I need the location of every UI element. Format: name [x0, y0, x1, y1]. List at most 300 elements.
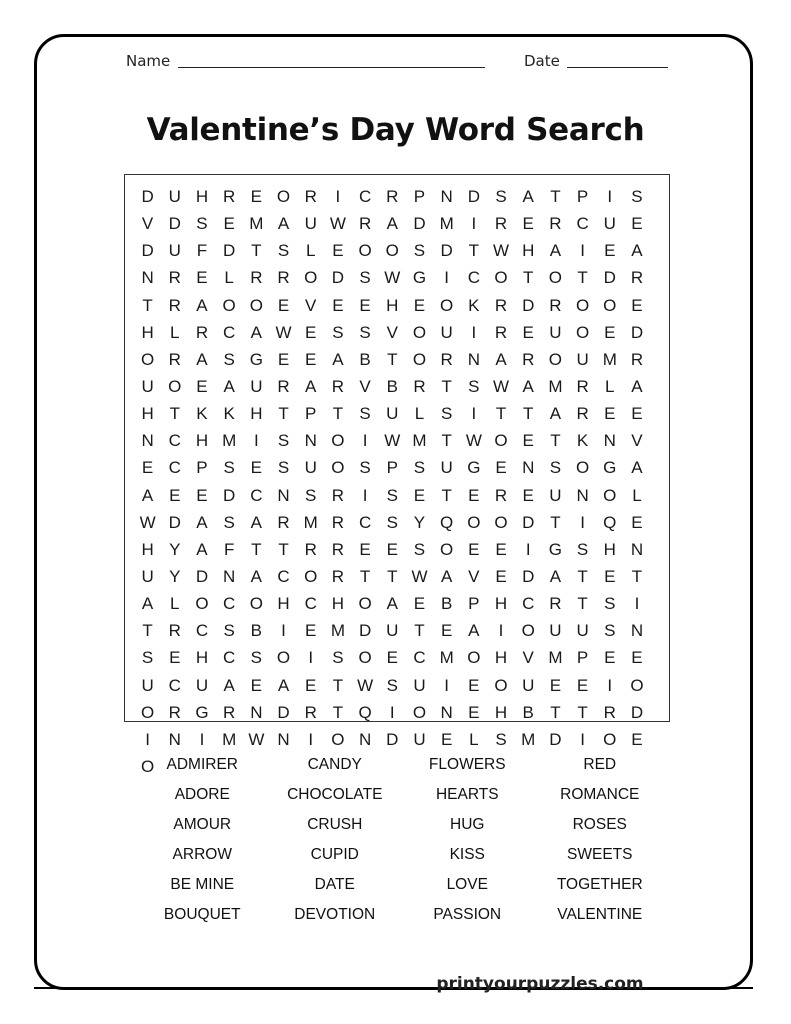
grid-letter: R [331, 485, 345, 505]
letter-grid [134, 183, 651, 780]
grid-letter: D [331, 268, 345, 288]
grid-letter: O [603, 295, 617, 315]
grid-letter: T [523, 404, 534, 424]
grid-letter: S [223, 621, 235, 641]
date-line [567, 67, 668, 68]
grid-letter: E [468, 702, 480, 722]
grid-letter: T [332, 404, 344, 424]
word-list-item: DEVOTION [294, 906, 376, 923]
grid-letter: U [549, 485, 562, 505]
grid-letter: A [223, 376, 235, 396]
grid-letter: G [195, 702, 209, 722]
grid-letter: O [548, 349, 563, 369]
grid-letter: I [308, 729, 314, 749]
grid-letter: N [277, 485, 290, 505]
grid-letter: R [549, 594, 562, 614]
grid-letter: U [304, 214, 317, 234]
grid-letter: I [335, 187, 341, 206]
grid-letter: N [304, 431, 317, 451]
grid-letter: U [141, 566, 154, 586]
grid-letter: O [440, 539, 454, 559]
grid-letter: A [196, 512, 208, 532]
grid-letter: T [577, 566, 588, 586]
grid-letter: E [305, 675, 317, 695]
grid-letter: A [305, 376, 317, 396]
grid-letter: U [386, 404, 399, 424]
grid-letter: D [386, 729, 399, 749]
grid-letter: O [358, 648, 372, 668]
grid-letter: T [414, 621, 425, 641]
grid-letter: A [196, 349, 208, 369]
grid-letter: E [468, 675, 480, 695]
grid-letter: L [469, 729, 479, 749]
grid-letter: A [386, 594, 398, 614]
grid-letter: U [168, 187, 181, 206]
word-list [136, 756, 666, 936]
grid-letter: N [141, 431, 154, 451]
grid-letter: A [549, 404, 562, 424]
grid-letter: H [195, 187, 209, 206]
grid-letter: T [332, 675, 344, 695]
grid-letter: Y [413, 512, 426, 532]
grid-letter: R [331, 539, 345, 559]
grid-letter: R [304, 539, 317, 559]
grid-letter: C [168, 675, 181, 695]
grid-letter: R [277, 512, 290, 532]
grid-letter: L [305, 241, 316, 261]
grid-letter: T [550, 702, 561, 722]
grid-letter: H [141, 322, 154, 342]
grid-letter: M [548, 376, 563, 396]
grid-letter: R [576, 376, 589, 396]
footer-divider-left [34, 987, 425, 989]
grid-letter: D [630, 322, 644, 342]
grid-letter: U [576, 349, 589, 369]
grid-letter: R [386, 187, 399, 206]
grid-letter: E [386, 539, 398, 559]
grid-letter: T [577, 268, 588, 288]
grid-letter: P [413, 187, 426, 206]
grid-letter: A [277, 214, 290, 234]
grid-letter: S [495, 187, 507, 206]
grid-letter: D [522, 566, 535, 586]
grid-letter: V [141, 214, 154, 234]
grid-letter: D [223, 241, 236, 261]
grid-letter: N [168, 729, 181, 749]
grid-letter: O [521, 621, 535, 641]
grid-letter: U [440, 458, 453, 478]
grid-letter: E [196, 485, 208, 505]
grid-letter: S [250, 648, 263, 668]
grid-letter: E [495, 539, 507, 559]
word-list-item: AMOUR [173, 816, 232, 833]
grid-letter: W [384, 431, 401, 451]
grid-letter: E [631, 404, 643, 424]
word-list-item: KISS [449, 846, 485, 863]
grid-letter: I [362, 485, 368, 505]
grid-letter: A [196, 539, 208, 559]
grid-letter: D [168, 512, 181, 532]
grid-letter: E [141, 458, 154, 478]
word-list-item: CANDY [307, 756, 362, 773]
page-title: Valentine’s Day Word Search [146, 112, 645, 148]
grid-letter: D [277, 702, 290, 722]
word-list-item: VALENTINE [557, 906, 643, 923]
grid-letter: G [548, 539, 563, 559]
grid-letter: E [631, 214, 643, 234]
grid-letter: E [604, 322, 616, 342]
grid-letter: I [607, 187, 613, 206]
word-list-item: TOGETHER [556, 876, 643, 893]
grid-letter: R [223, 187, 236, 206]
grid-letter: U [522, 675, 535, 695]
grid-letter: E [604, 404, 616, 424]
grid-letter: A [522, 376, 534, 396]
grid-letter: M [330, 621, 345, 641]
grid-letter: C [223, 594, 236, 614]
grid-letter: I [634, 594, 640, 614]
grid-letter: M [412, 431, 427, 451]
grid-letter: T [441, 376, 452, 396]
grid-letter: B [250, 621, 263, 641]
grid-letter: O [412, 702, 427, 722]
grid-letter: M [602, 349, 617, 369]
grid-letter: T [142, 295, 153, 315]
grid-letter: T [387, 349, 398, 369]
grid-letter: Y [169, 566, 181, 586]
grid-letter: I [145, 729, 150, 749]
grid-letter: O [358, 241, 372, 261]
grid-letter: T [278, 404, 289, 424]
grid-letter: A [223, 675, 235, 695]
grid-letter: E [522, 431, 534, 451]
grid-letter: S [413, 241, 426, 261]
grid-letter: E [604, 241, 616, 261]
grid-letter: E [386, 648, 398, 668]
grid-letter: D [549, 729, 562, 749]
grid-letter: V [631, 431, 643, 451]
grid-letter: K [223, 404, 235, 424]
grid-letter: I [525, 539, 531, 559]
grid-letter: P [576, 187, 589, 206]
grid-letter: L [414, 404, 425, 424]
grid-letter: I [253, 431, 259, 451]
grid-letter: O [331, 431, 345, 451]
grid-letter: A [549, 241, 562, 261]
grid-letter: O [575, 295, 590, 315]
grid-letter: R [549, 295, 562, 315]
grid-letter: I [471, 404, 477, 424]
grid-letter: N [358, 729, 372, 749]
grid-letter: O [358, 594, 372, 614]
grid-letter: R [358, 214, 372, 234]
grid-letter: T [251, 241, 262, 261]
grid-letter: O [575, 322, 590, 342]
name-label: Name [126, 52, 171, 70]
name-line [178, 67, 485, 68]
grid-letter: E [576, 675, 589, 695]
grid-letter: U [440, 322, 453, 342]
grid-letter: E [631, 729, 643, 749]
grid-letter: E [196, 376, 208, 396]
grid-letter: O [494, 268, 508, 288]
grid-letter: S [332, 322, 344, 342]
grid-letter: N [141, 268, 154, 288]
grid-letter: R [331, 512, 345, 532]
grid-letter: G [249, 349, 263, 369]
grid-letter: H [250, 404, 263, 424]
grid-letter: O [304, 566, 318, 586]
grid-letter: G [603, 458, 617, 478]
grid-letter: C [358, 512, 372, 532]
grid-letter: W [384, 268, 401, 288]
grid-letter: T [550, 187, 561, 206]
grid-letter: S [277, 431, 290, 451]
grid-letter: R [494, 295, 508, 315]
grid-letter: O [494, 431, 508, 451]
grid-letter: A [196, 295, 208, 315]
grid-letter: H [331, 594, 345, 614]
grid-letter: U [250, 376, 263, 396]
grid-letter: L [605, 376, 615, 396]
grid-letter: H [603, 539, 616, 559]
grid-letter: E [604, 566, 616, 586]
grid-letter: R [277, 376, 290, 396]
grid-letter: D [630, 702, 644, 722]
grid-letter: O [630, 675, 644, 695]
grid-letter: E [495, 458, 507, 478]
grid-letter: E [196, 268, 208, 288]
grid-letter: I [444, 268, 450, 288]
grid-letter: I [607, 675, 613, 695]
grid-letter: A [549, 566, 562, 586]
grid-letter: I [498, 621, 504, 641]
grid-letter: E [631, 295, 643, 315]
grid-letter: D [195, 566, 209, 586]
grid-letter: E [305, 621, 317, 641]
word-list-item: ARROW [172, 846, 232, 863]
grid-letter: O [249, 295, 263, 315]
grid-letter: R [331, 376, 345, 396]
grid-letter: S [549, 458, 562, 478]
grid-letter: D [358, 621, 372, 641]
word-list-item: DATE [314, 876, 355, 893]
grid-letter: T [550, 512, 561, 532]
word-list-item: HUG [450, 816, 485, 833]
date-label: Date [524, 52, 560, 70]
grid-letter: R [304, 187, 317, 206]
grid-letter: O [140, 349, 155, 369]
grid-letter: V [386, 322, 398, 342]
grid-letter: E [413, 485, 426, 505]
grid-letter: U [413, 729, 426, 749]
grid-letter: M [521, 729, 536, 749]
grid-letter: E [305, 349, 317, 369]
grid-letter: T [495, 404, 507, 424]
grid-letter: R [630, 349, 644, 369]
grid-letter: R [168, 268, 181, 288]
grid-letter: W [248, 729, 265, 749]
grid-letter: R [168, 349, 181, 369]
grid-letter: O [412, 322, 427, 342]
grid-letter: V [522, 648, 534, 668]
grid-letter: E [495, 566, 507, 586]
grid-letter: W [329, 214, 346, 234]
grid-letter: R [494, 485, 508, 505]
grid-letter: I [471, 214, 477, 234]
grid-letter: H [277, 594, 290, 614]
grid-letter: C [223, 322, 236, 342]
grid-letter: E [169, 648, 181, 668]
grid-letter: C [304, 594, 317, 614]
grid-letter: R [168, 295, 181, 315]
grid-letter: N [467, 349, 480, 369]
grid-letter: T [332, 702, 344, 722]
grid-letter: D [141, 241, 154, 261]
grid-letter: E [440, 621, 453, 641]
grid-letter: A [386, 214, 398, 234]
grid-letter: O [140, 756, 155, 776]
grid-letter: R [576, 404, 589, 424]
grid-letter: O [140, 702, 155, 722]
grid-letter: E [223, 214, 235, 234]
grid-letter: O [331, 729, 345, 749]
grid-letter: A [250, 566, 263, 586]
grid-letter: R [223, 702, 236, 722]
word-list-item: CUPID [310, 846, 359, 863]
grid-letter: C [576, 214, 589, 234]
grid-letter: O [276, 187, 291, 206]
grid-letter: I [444, 675, 450, 695]
grid-letter: S [332, 648, 344, 668]
grid-letter: I [362, 431, 368, 451]
grid-letter: U [413, 675, 426, 695]
grid-letter: W [357, 675, 374, 695]
grid-letter: G [467, 458, 481, 478]
grid-letter: D [467, 187, 480, 206]
grid-letter: T [550, 431, 561, 451]
grid-letter: D [168, 214, 181, 234]
grid-letter: W [465, 431, 482, 451]
grid-letter: L [170, 594, 180, 614]
grid-letter: C [195, 621, 209, 641]
grid-letter: E [522, 322, 534, 342]
word-list-item: HEARTS [435, 786, 499, 803]
grid-letter: R [304, 702, 317, 722]
word-list-item: CRUSH [307, 816, 363, 833]
word-list-item: SWEETS [567, 846, 633, 863]
grid-letter: O [331, 458, 345, 478]
grid-letter: E [250, 675, 263, 695]
grid-letter: E [250, 458, 263, 478]
grid-letter: H [141, 539, 154, 559]
grid-letter: R [413, 376, 426, 396]
grid-letter: S [440, 404, 453, 424]
grid-letter: S [305, 485, 317, 505]
grid-letter: C [223, 648, 236, 668]
grid-letter: E [631, 512, 643, 532]
grid-letter: I [471, 322, 477, 342]
grid-letter: W [275, 322, 292, 342]
grid-letter: E [250, 187, 263, 206]
grid-letter: R [250, 268, 263, 288]
grid-letter: O [249, 594, 263, 614]
grid-letter: M [222, 431, 237, 451]
grid-letter: C [168, 431, 181, 451]
grid-letter: U [141, 376, 154, 396]
grid-letter: L [632, 485, 642, 505]
grid-letter: H [141, 404, 154, 424]
grid-letter: U [576, 621, 589, 641]
grid-letter: S [359, 404, 371, 424]
word-list-item: RED [583, 756, 617, 773]
grid-letter: S [468, 376, 480, 396]
grid-letter: E [413, 295, 426, 315]
grid-letter: T [278, 539, 289, 559]
grid-letter: E [522, 214, 534, 234]
grid-letter: S [386, 485, 398, 505]
grid-letter: H [386, 295, 399, 315]
grid-letter: D [141, 187, 154, 206]
grid-letter: S [141, 648, 154, 668]
grid-letter: D [522, 512, 535, 532]
grid-letter: W [493, 376, 510, 396]
grid-letter: K [196, 404, 208, 424]
grid-letter: I [281, 621, 286, 641]
grid-letter: T [251, 539, 262, 559]
grid-letter: B [522, 702, 534, 722]
grid-letter: O [603, 729, 617, 749]
grid-letter: T [359, 566, 371, 586]
grid-letter: O [195, 594, 209, 614]
grid-letter: S [223, 349, 235, 369]
grid-letter: R [440, 349, 453, 369]
grid-letter: K [576, 431, 589, 451]
grid-letter: D [413, 214, 426, 234]
grid-letter: E [169, 485, 181, 505]
grid-letter: P [196, 458, 208, 478]
grid-letter: S [495, 729, 507, 749]
grid-letter: O [168, 376, 182, 396]
grid-letter: H [195, 431, 209, 451]
grid-letter: M [249, 214, 264, 234]
grid-letter: S [359, 458, 371, 478]
grid-letter: R [277, 268, 290, 288]
footer-website: printyourpuzzles.com [436, 974, 644, 994]
grid-letter: D [603, 268, 616, 288]
grid-letter: O [385, 241, 399, 261]
grid-letter: N [440, 187, 453, 206]
grid-letter: O [304, 268, 318, 288]
grid-letter: T [577, 702, 588, 722]
grid-letter: C [277, 566, 290, 586]
grid-letter: Q [440, 512, 454, 532]
grid-letter: N [603, 431, 616, 451]
grid-letter: U [386, 621, 399, 641]
grid-letter: A [277, 675, 290, 695]
word-list-item: LOVE [446, 876, 488, 893]
grid-letter: C [522, 594, 535, 614]
grid-letter: O [603, 485, 617, 505]
grid-letter: W [493, 241, 510, 261]
grid-letter: S [359, 322, 371, 342]
grid-letter: S [223, 458, 235, 478]
grid-letter: S [223, 512, 235, 532]
grid-letter: N [440, 702, 453, 722]
grid-letter: M [439, 648, 454, 668]
grid-letter: S [386, 512, 398, 532]
grid-letter: N [630, 539, 644, 559]
